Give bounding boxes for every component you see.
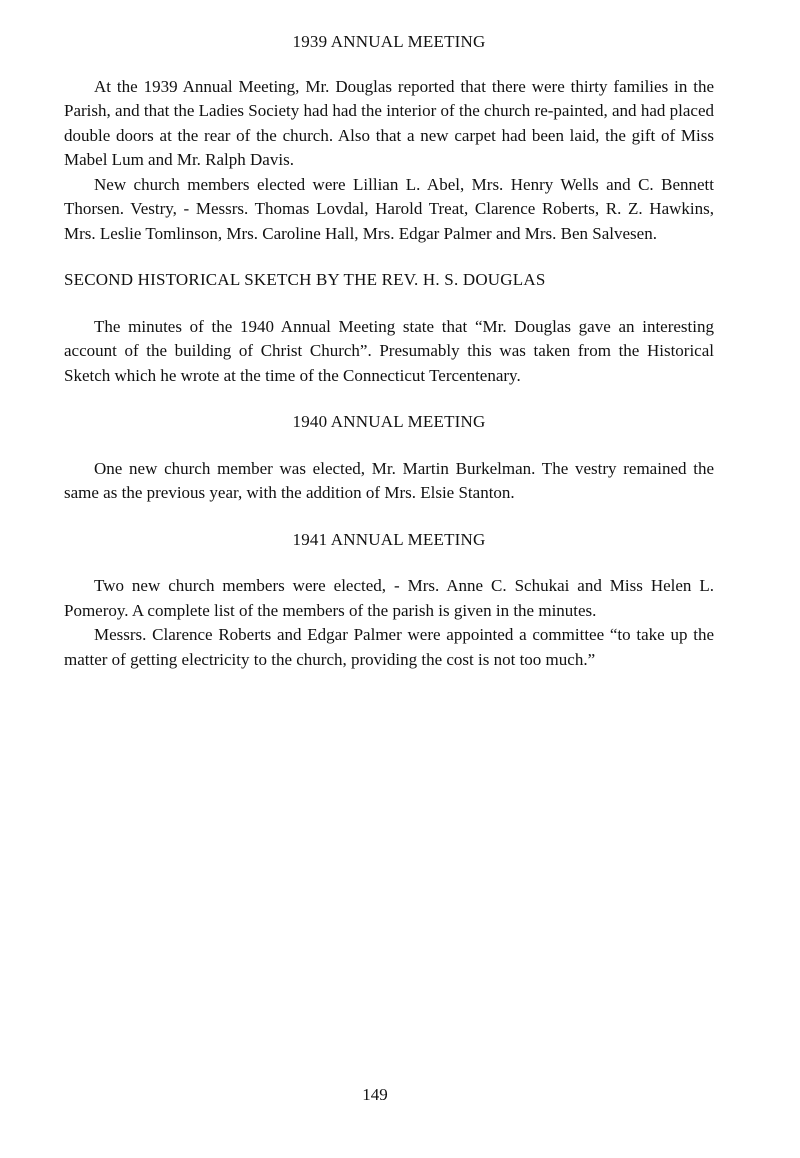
paragraph-1939-elections: New church members elected were Lillian L. Abel, Mrs. Henry Wells and C. Bennett Thorsen. Vestry, - Messrs. Thomas Lovdal, Harold Treat, Clarence Roberts, R. Z. Hawkins, Mrs. Leslie Tomlinson, Mrs. Caroline Hall, Mrs. Edgar Palmer and Mrs. Ben Salvesen. — [64, 174, 714, 243]
paragraph-historical-sketch: The minutes of the 1940 Annual Meeting state that “Mr. Douglas gave an interesting account of the building of Christ Church”. Presumably this was taken from the Historical Sketch which he wrote at the time of the Connecticut Tercentenary. — [64, 316, 714, 385]
document-page — [64, 30, 714, 672]
section-heading-historical-sketch: SECOND HISTORICAL SKETCH BY THE REV. H. S. DOUGLAS — [64, 270, 546, 289]
paragraph-1941-committee: Messrs. Clarence Roberts and Edgar Palmer were appointed a committee “to take up the matter of getting electricity to the church, providing the cost is not too much.” — [64, 625, 714, 669]
paragraph-1940: One new church member was elected, Mr. Martin Burkelman. The vestry remained the same as the previous year, with the addition of Mrs. Elsie Stanton. — [64, 458, 714, 502]
section-heading-1941: 1941 ANNUAL MEETING — [292, 529, 486, 549]
paragraph-1941-members: Two new church members were elected, - Mrs. Anne C. Schukai and Miss Helen L. Pomeroy. A complete list of the members of the parish is given in the minutes. — [64, 576, 714, 620]
section-heading-1939: 1939 ANNUAL MEETING — [292, 32, 486, 51]
paragraph-1939-report: At the 1939 Annual Meeting, Mr. Douglas reported that there were thirty families in the Parish, and that the Ladies Society had had the interior of the church re-painted, and had placed double doors at the rear of the church. Also that a new carpet had been laid, the gift of Miss Mabel Lum and Mr. Ralph Davis. — [64, 76, 714, 169]
section-heading-1940: 1940 ANNUAL MEETING — [292, 412, 486, 431]
page-number: 149 — [362, 1085, 388, 1104]
